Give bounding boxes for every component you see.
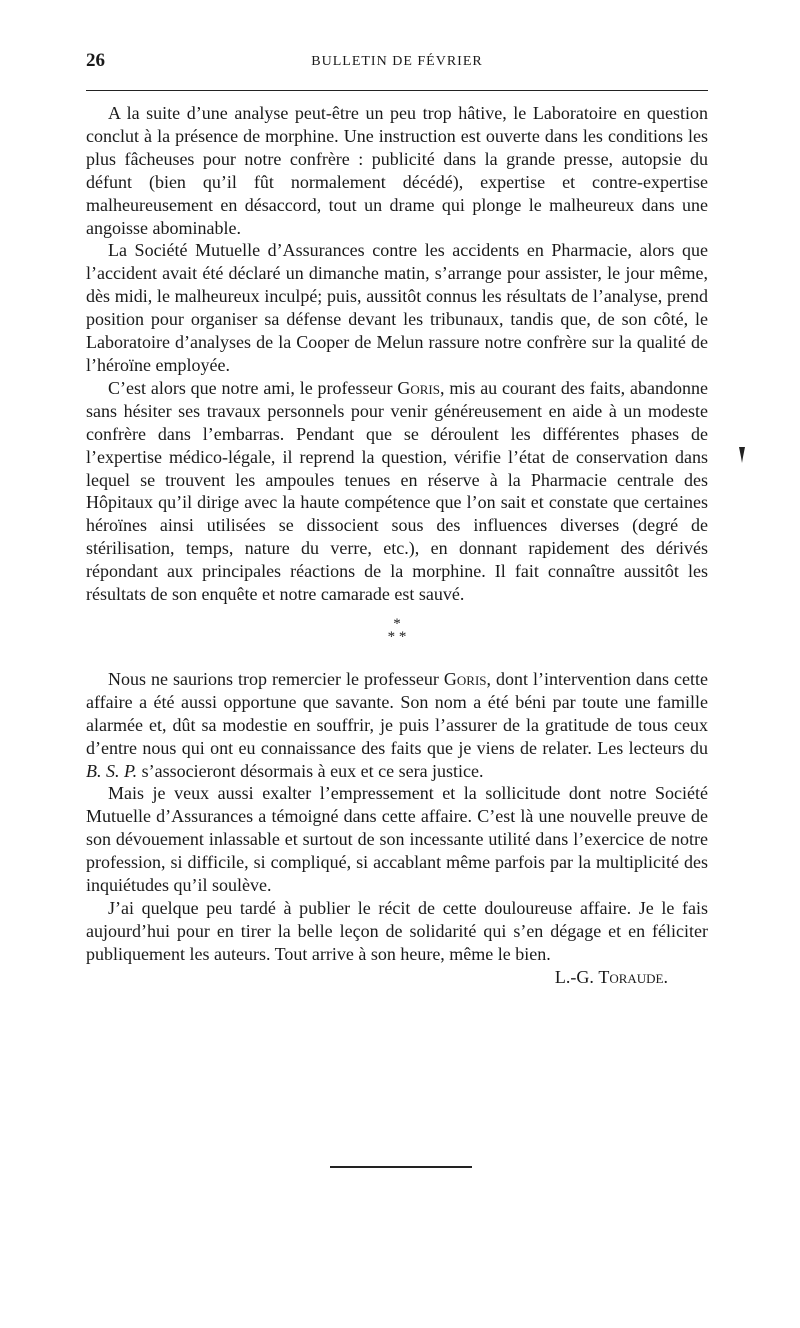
person-name: Goris	[443, 668, 487, 689]
section-separator	[86, 615, 708, 645]
paragraph-text: C’est alors que notre ami, le professeur	[108, 377, 398, 398]
page-number: 26	[86, 50, 105, 71]
author-signature	[533, 966, 668, 989]
paragraph-text: , mis au courant des faits, abandonne sans hésiter ses travaux personnels pour venir généreusement en aide à un modeste confrère dans l’embarras. Pendant que se déroulent les différentes phases de l’expertise médico-légale, il reprend la question, vérifie l’état de conservation dans lequel se trouvent les ampoules tenues en réserve à la Pharmacie centrale des Hôpitaux qu’il dirige avec la haute compétence que l’on sait et constate que certaines héroïnes ainsi utilisées se dissocient sous des influences diverses (degré de stérilisation, temps, nature du verre, etc.), en donnant rapidement des dérivés répondant aux principales réactions de la morphine. Il fait connaître aussitôt les résultats de son enquête et notre camarade est sauvé.	[86, 377, 708, 605]
journal-abbreviation: B. S. P.	[86, 760, 138, 781]
paragraph: La Société Mutuelle d’Assurances contre les accidents en Pharmacie, alors que l’accident avait été déclaré un dimanche matin, s’arrange pour assister, le jour même, dès midi, le malheureux inculpé; puis, aussitôt connus les résultats de l’analyse, prend position pour organiser sa défense devant les tribunaux, tandis que, de son côté, le Laboratoire d’analyses de la Cooper de Melun rassure notre confrère sur la qualité de l’héroïne employée.	[86, 240, 708, 375]
person-name: Goris	[397, 377, 440, 398]
author-surname: Toraude.	[598, 966, 668, 987]
margin-mark	[738, 447, 746, 463]
running-title: BULLETIN DE FÉVRIER	[311, 54, 483, 69]
author-initials: L.-G.	[554, 966, 599, 987]
header-rule	[86, 90, 708, 91]
paragraph: Mais je veux aussi exalter l’empressement et la sollicitude dont notre Société Mutuelle d’Assurances a témoigné dans cette affaire. C’est là une nouvelle preuve de son dévouement inlassable et surtout de son incessante utilité dans l’exercice de notre profession, si difficile, si compliqué, si accablant même parfois par la multiplicité des inquiétudes qu’il soulève.	[86, 783, 708, 896]
paragraph: A la suite d’une analyse peut-être un peu trop hâtive, le Laboratoire en question conclut à la présence de morphine. Une instruction est ouverte dans les conditions les plus fâcheuses pour notre confrère : publicité dans la grande presse, autopsie du défunt (bien qu’il fût normalement décédé), expertise et contre-expertise malheureusement en désaccord, tout un drame qui plonge le malheureux dans une angoisse abominable.	[86, 103, 708, 238]
asterism-bottom: * *	[387, 628, 407, 645]
paragraph-text: , dont l’intervention dans cette affaire a été aussi opportune que savante. Son nom a été béni par toute une famille alarmée et, dût sa modestie en souffrir, je puis l’assurer de la gratitude de tous ceux d’entre nous qui ont eu connaissance des faits que je viens de relater. Les lecteurs du	[86, 668, 709, 758]
paragraph	[86, 897, 708, 987]
closing-rule	[330, 1166, 472, 1168]
paragraph	[86, 377, 708, 606]
paragraph-text: Nous ne saurions trop remercier le professeur	[108, 668, 444, 689]
page-header	[86, 50, 708, 74]
asterism-top: *	[393, 615, 401, 632]
paragraph-text: s’associeront désormais à eux et ce sera justice.	[137, 760, 484, 781]
article-body	[86, 102, 708, 989]
paragraph-text: J’ai quelque peu tardé à publier le récit de cette douloureuse affaire. Je le fais aujourd’hui pour en tirer la belle leçon de solidarité qui s’en dégage et en féliciter publiquement les auteurs. Tout arrive à son heure, même le bien.	[86, 898, 708, 964]
paragraph	[86, 668, 708, 783]
